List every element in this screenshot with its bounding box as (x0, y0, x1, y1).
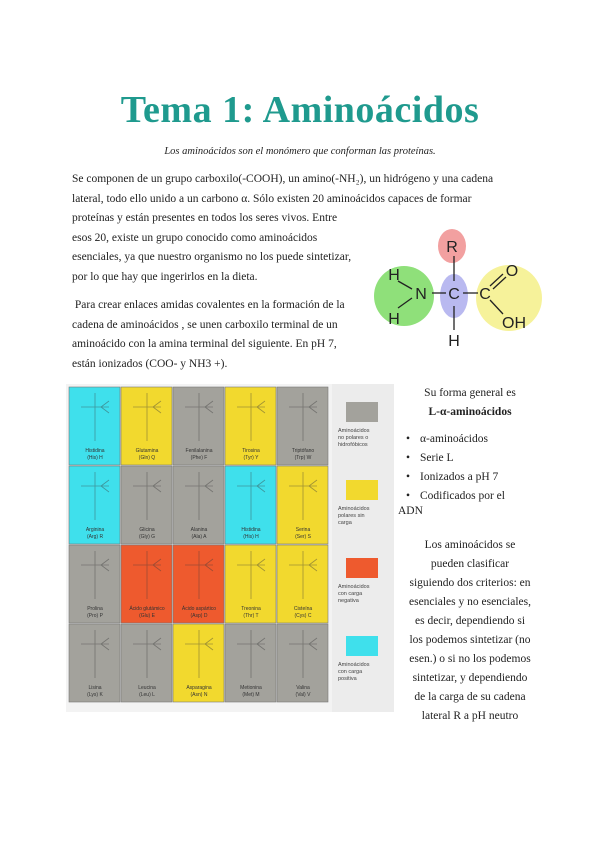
amino-acid-code: (Arg) R (86, 534, 104, 540)
amino-acid-name: Ácido glutámico (129, 606, 165, 612)
legend-swatch (346, 558, 378, 578)
amino-acid-code: (Trp) W (294, 455, 312, 461)
amino-acid-name: Cisteína (293, 606, 313, 612)
peptide-bond-paragraph (72, 296, 372, 374)
legend-item (338, 402, 378, 448)
general-form-formula: L-α-aminoácidos (428, 406, 512, 418)
legend-label: Aminoácidos con carga negativa (338, 584, 370, 604)
amino-acid-cell (277, 624, 328, 702)
text-line: sintetizar, y dependiendo (412, 672, 528, 684)
list-item: • Serie L (398, 449, 538, 468)
list-item: • Ionizados a pH 7 (398, 468, 538, 487)
properties-list-tail: ADN (398, 505, 423, 517)
amino-acid-name: Glutamina (135, 448, 159, 454)
amino-acid-cell (225, 466, 276, 544)
text-line: esenciales y no esenciales, (409, 596, 531, 608)
atom-r: R (446, 239, 458, 256)
text-line: esen.) o si no los podemos (409, 653, 531, 665)
text-line: aminoácido con la amina terminal del siguiente. En pH 7, (72, 338, 337, 350)
amino-acid-cell (225, 624, 276, 702)
properties-list (398, 430, 538, 506)
amino-acid-cell (277, 387, 328, 465)
amino-acid-code: (Glu) E (139, 613, 155, 619)
page-title: Tema 1: Aminoácidos (120, 89, 480, 131)
amino-acid-name: Glicina (139, 527, 155, 533)
amino-acid-cell (121, 466, 172, 544)
legend-label: Aminoácidos con carga positiva (338, 662, 370, 682)
text-line: siguiendo dos criterios: en (409, 577, 531, 589)
legend-label: Aminoácidos no polares o hidrofóbicos (338, 428, 370, 448)
atom-c-alpha: C (448, 286, 460, 303)
amino-acid-name: Triptófano (291, 448, 315, 454)
amino-acid-name: Tirosina (242, 448, 260, 454)
amino-acid-code: (Val) V (295, 692, 311, 698)
amino-acid-code: (Asp) D (190, 613, 208, 619)
legend-item (338, 558, 378, 604)
text-line: cadena de aminoácidos , se unen carboxilo terminal de un (72, 318, 338, 331)
atom-c-carboxyl: C (479, 286, 491, 303)
subtitle: Los aminoácidos son el monómero que conforman las proteínas. (164, 146, 436, 157)
legend-label: Aminoácidos polares sin carga (338, 506, 370, 526)
general-form-heading (400, 384, 540, 422)
amino-acid-cell (69, 545, 120, 623)
atom-h: H (388, 311, 400, 328)
amino-acid-cell (69, 624, 120, 702)
text-line: de la carga de su cadena (414, 691, 526, 703)
text-line: es decir, dependiendo si (414, 615, 526, 627)
legend-item (338, 480, 378, 526)
legend-swatch (346, 480, 378, 500)
amino-acid-cell (69, 387, 120, 465)
text-line: lateral, todo ello unido a un carbono α. Sólo existen 20 aminoácidos capaces de formar (72, 192, 472, 205)
amino-acid-code: (Gln) Q (138, 455, 156, 461)
amino-acid-cell (173, 624, 224, 702)
amino-acid-name: Fenilalanina (185, 448, 213, 454)
text-line: lateral R a pH neutro (421, 710, 519, 722)
amino-acid-name: Prolina (87, 606, 103, 612)
amino-acid-cell (121, 545, 172, 623)
intro-paragraph (72, 170, 494, 287)
text-line: esenciales, ya que nuestro organismo no los puede sintetizar, (72, 251, 352, 263)
amino-acid-legend (332, 384, 394, 712)
atom-n: N (415, 286, 427, 303)
amino-acid-code: (Phe) F (190, 455, 208, 461)
amino-acid-code: (Pro) P (87, 613, 103, 619)
text-line: esos 20, existe un grupo conocido como aminoácidos (72, 231, 318, 244)
amino-acid-name: Histidina (85, 448, 105, 454)
amino-acid-cell (277, 466, 328, 544)
text-line: Para crear enlaces amidas covalentes en la formación de la (72, 299, 345, 311)
amino-acid-cell (225, 387, 276, 465)
legend-swatch (346, 402, 378, 422)
text-line: los podemos sintetizar (no (409, 634, 531, 646)
classification-paragraph (396, 536, 544, 726)
amino-acid-code: (Leu) L (139, 692, 155, 698)
amino-acid-cell (173, 387, 224, 465)
amino-acid-code: (His) H (87, 455, 103, 461)
amino-acid-code: (Cys) C (294, 613, 312, 619)
amino-acid-structure-diagram (372, 226, 552, 356)
amino-acid-code: (Ser) S (295, 534, 311, 540)
amino-acid-cell (121, 624, 172, 702)
text-line: Se componen de un grupo carboxilo(-COOH), un amino(-NH₂), un hidrógeno y una cadena (72, 173, 494, 185)
amino-acid-code: (Met) M (242, 692, 260, 698)
amino-acid-name: Valina (296, 685, 310, 691)
amino-acid-code: (Gly) G (138, 534, 156, 540)
amino-acid-cell (173, 466, 224, 544)
text-line: están ionizados (COO- y NH3 +). (72, 357, 228, 370)
amino-acid-name: Leucina (138, 685, 156, 691)
amino-acid-name: Arginina (85, 527, 105, 533)
text-line: por lo que hay que ingerirlos en la dieta. (72, 270, 258, 283)
atom-o: O (505, 263, 519, 280)
amino-acid-code: (Lys) K (87, 692, 103, 698)
amino-acid-cell (225, 545, 276, 623)
amino-acid-cell (173, 545, 224, 623)
amino-acid-name: Serina (295, 527, 311, 533)
amino-acid-name: Asparagina (186, 685, 212, 691)
amino-acid-name: Metionina (240, 685, 262, 691)
atom-h: H (448, 333, 460, 350)
amino-acid-code: (Asn) N (190, 692, 208, 698)
list-item: • Codificados por el (398, 487, 538, 506)
legend-item (338, 636, 378, 682)
amino-acid-name: Ácido aspártico (181, 606, 217, 612)
atom-h: H (388, 267, 400, 284)
general-form-text: Su forma general es (424, 387, 516, 399)
text-line: pueden clasificar (430, 558, 510, 570)
amino-acid-name: Alanina (190, 527, 208, 533)
amino-acid-cell (121, 387, 172, 465)
amino-acid-cell (69, 466, 120, 544)
amino-acid-code: (Thr) T (243, 613, 259, 619)
amino-acid-code: (Ala) A (191, 534, 207, 540)
amino-acid-code: (His) H (243, 534, 259, 540)
amino-acid-name: Treonina (241, 606, 261, 612)
atom-oh: OH (502, 315, 526, 332)
amino-acid-name: Histidina (241, 527, 261, 533)
text-line: Los aminoácidos se (424, 539, 516, 551)
amino-acid-cell (277, 545, 328, 623)
legend-swatch (346, 636, 378, 656)
amino-acid-code: (Tyr) Y (243, 455, 259, 461)
amino-acid-table (66, 384, 332, 712)
list-item: • α-aminoácidos (398, 430, 538, 449)
amino-acid-name: Lisina (88, 685, 102, 691)
text-line: proteínas y están presentes en todos los seres vivos. Entre (72, 212, 338, 224)
